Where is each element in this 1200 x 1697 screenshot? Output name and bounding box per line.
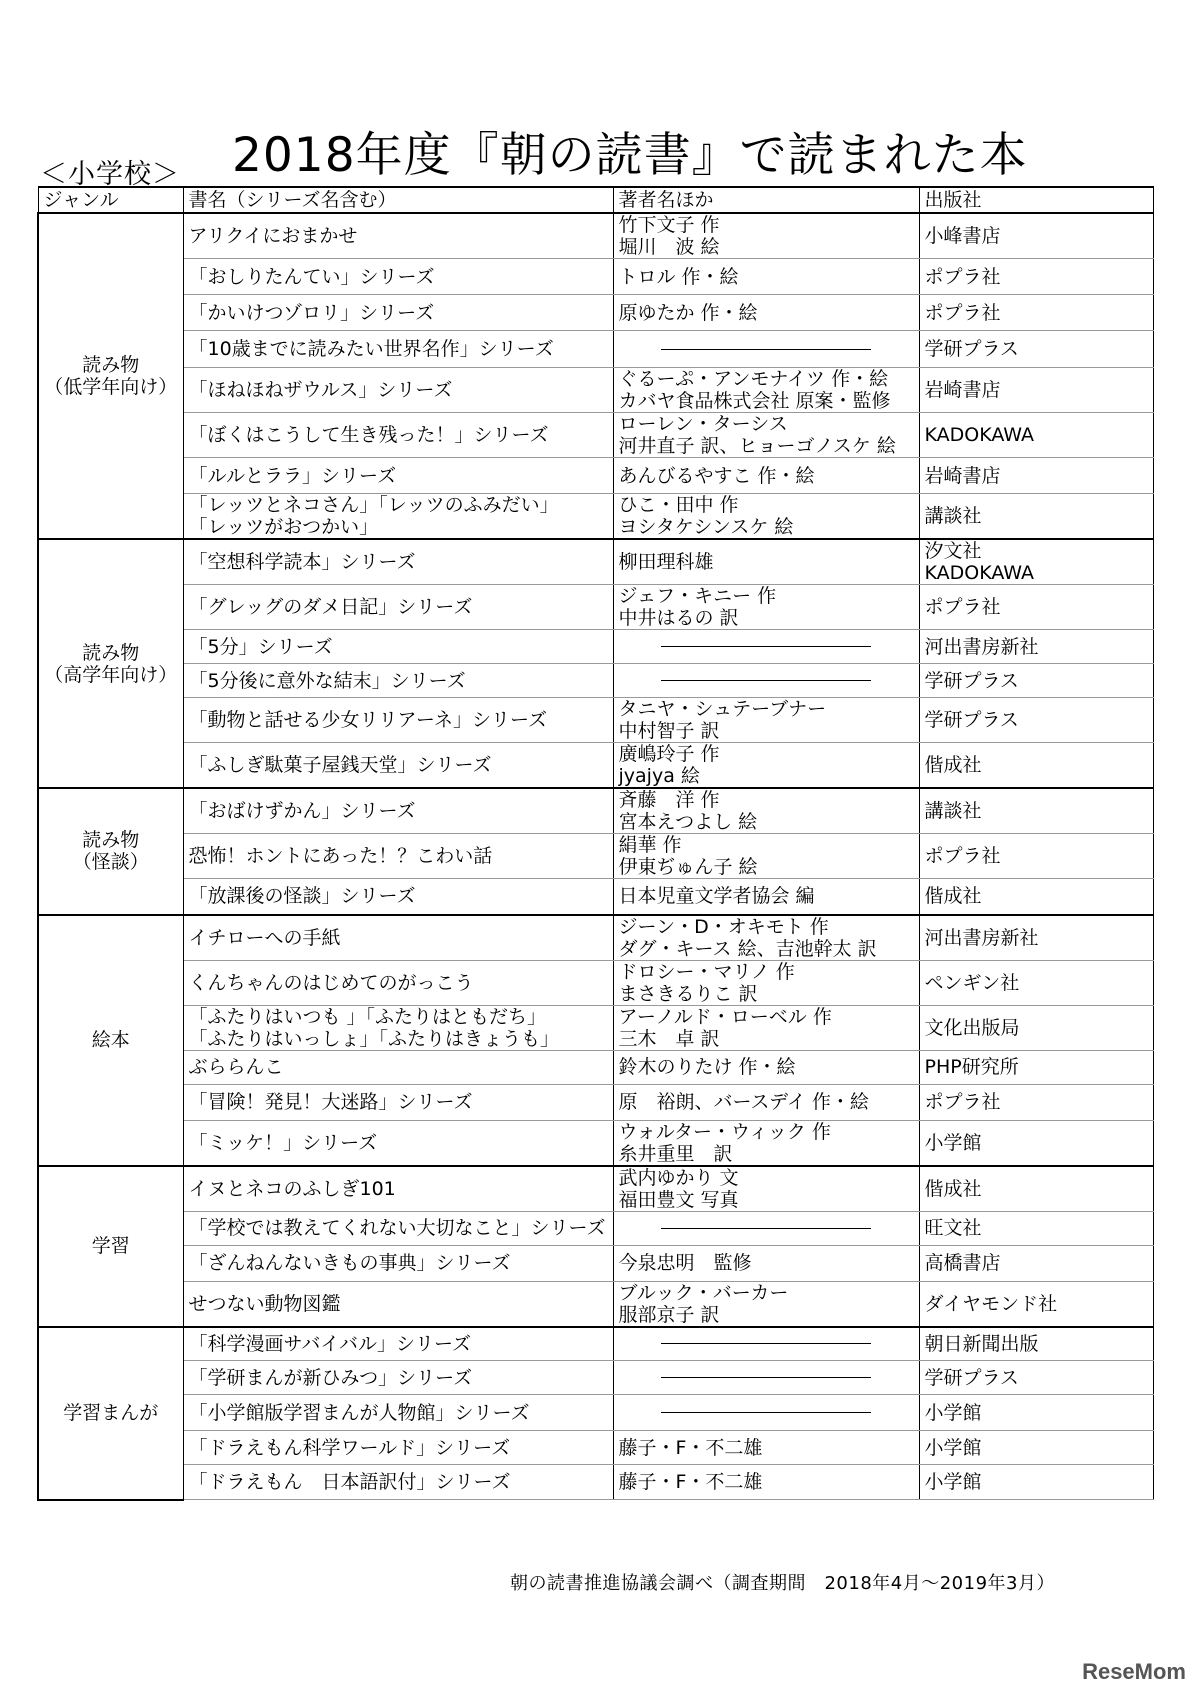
author-cell — [613, 458, 919, 494]
author-name: まさきるりこ 訳 — [618, 982, 758, 1005]
book-title-cell — [183, 1166, 613, 1212]
publisher-cell: 学研プラス — [919, 331, 1153, 368]
book-title-cell — [183, 1050, 613, 1084]
author-cell — [613, 331, 919, 368]
publisher-cell: ポプラ社 — [919, 1084, 1153, 1120]
book-title: 「ルルとララ」シリーズ — [188, 464, 397, 487]
empty-author-dash — [661, 680, 871, 681]
author-cell — [613, 213, 919, 259]
book-title: 「ふしぎ駄菓子屋銭天堂」シリーズ — [188, 754, 492, 776]
author-name: ジェフ・キニー 作 — [618, 585, 777, 607]
column-header-publisher: 出版社 — [919, 187, 1153, 213]
column-header-genre: ジャンル — [38, 187, 183, 213]
genre-cell — [38, 539, 183, 788]
book-title-cell — [183, 413, 613, 458]
author-cell — [613, 295, 919, 331]
table-row — [38, 1211, 1153, 1245]
publisher-cell: 岩崎書店 — [919, 368, 1153, 413]
book-title: 「ざんねんないきもの事典」シリーズ — [188, 1252, 511, 1274]
author-name: 藤子・F・不二雄 — [618, 1436, 763, 1459]
genre-label: 学習 — [91, 1235, 130, 1257]
publisher-cell: 講談社 — [919, 494, 1153, 540]
table-row — [38, 413, 1153, 458]
publisher-cell: 岩崎書店 — [919, 458, 1153, 494]
publisher-cell: ポプラ社 — [919, 834, 1153, 879]
author-name: 中井はるの 訳 — [618, 607, 739, 629]
genre-label: 絵本 — [91, 1029, 130, 1051]
book-title-cell — [183, 1361, 613, 1395]
publisher-cell: 学研プラス — [919, 1361, 1153, 1395]
table-row — [38, 259, 1153, 295]
table-row — [38, 1050, 1153, 1084]
book-title: 恐怖！ホントにあった！？こわい話 — [188, 845, 493, 867]
publisher-cell: 偕成社 — [919, 1166, 1153, 1212]
publisher-cell: ペンギン社 — [919, 960, 1153, 1005]
publisher-cell: 学研プラス — [919, 698, 1153, 743]
author-cell — [613, 1361, 919, 1395]
book-title-cell — [183, 788, 613, 834]
author-name: ローレン・ターシス — [618, 413, 788, 435]
author-name: 竹下文子 作 — [618, 214, 720, 236]
book-title-cell — [183, 585, 613, 630]
publisher-cell: PHP研究所 — [919, 1050, 1153, 1084]
publisher-cell: 河出書房新社 — [919, 915, 1153, 961]
genre-label: （高学年向け） — [44, 663, 178, 686]
book-title: 「5分」シリーズ — [188, 635, 333, 658]
author-name: トロル 作・絵 — [618, 265, 739, 288]
book-title: 「ぼくはこうして生き残った！」シリーズ — [188, 424, 549, 446]
author-name: 宮本えつよし 絵 — [618, 811, 758, 833]
book-title: 「ふたりはいっしょ」「ふたりはきょうも」 — [188, 1027, 560, 1050]
author-name: ドロシー・マリノ 作 — [618, 960, 795, 983]
author-name: jyajya 絵 — [618, 765, 700, 787]
author-name: ぐるーぷ・アンモナイツ 作・絵 — [618, 368, 889, 390]
publisher-cell: 文化出版局 — [919, 1005, 1153, 1050]
table-row — [38, 1361, 1153, 1395]
genre-label: 読み物 — [82, 354, 140, 376]
book-title-cell — [183, 295, 613, 331]
table-row — [38, 213, 1153, 259]
resemom-watermark: ReseMom — [1082, 1659, 1186, 1684]
author-cell — [613, 494, 919, 540]
genre-cell — [38, 1166, 183, 1327]
school-label: ＜小学校＞ — [40, 159, 180, 190]
book-title-cell — [183, 1281, 613, 1327]
book-title: 「学校では教えてくれない大切なこと」シリーズ — [188, 1217, 606, 1239]
genre-label: 学習まんが — [63, 1402, 159, 1424]
author-name: 服部京子 訳 — [618, 1303, 720, 1326]
genre-label: （怪談） — [72, 851, 149, 874]
genre-label: （低学年向け） — [44, 376, 178, 398]
empty-author-dash — [661, 349, 871, 350]
table-row — [38, 879, 1153, 915]
author-name: カバヤ食品株式会社 原案・監修 — [618, 390, 891, 412]
book-title-cell — [183, 915, 613, 961]
book-title: 「ドラえもん科学ワールド」シリーズ — [188, 1436, 511, 1459]
book-title: イヌとネコのふしぎ101 — [188, 1177, 396, 1200]
table-row — [38, 960, 1153, 1005]
book-title: 「レッツとネコさん」「レッツのふみだい」 — [188, 494, 559, 516]
book-title: アリクイにおまかせ — [188, 225, 358, 247]
table-row — [38, 788, 1153, 834]
publisher-cell: 偕成社 — [919, 743, 1153, 789]
book-title-cell — [183, 1120, 613, 1166]
table-row — [38, 1166, 1153, 1212]
author-cell — [613, 630, 919, 664]
table-row — [38, 834, 1153, 879]
author-name: 伊東ぢゅん子 絵 — [618, 856, 758, 878]
book-title-cell — [183, 1211, 613, 1245]
book-title-cell — [183, 1245, 613, 1281]
book-title-cell — [183, 698, 613, 743]
author-name: 藤子・F・不二雄 — [618, 1471, 763, 1493]
genre-cell — [38, 915, 183, 1166]
author-cell — [613, 664, 919, 698]
table-row — [38, 630, 1153, 664]
author-cell — [613, 539, 919, 585]
author-name: 鈴木のりたけ 作・絵 — [618, 1056, 796, 1078]
author-name: 柳田理科雄 — [618, 551, 714, 573]
book-title-cell — [183, 458, 613, 494]
genre-cell — [38, 213, 183, 539]
book-title-cell — [183, 1395, 613, 1431]
empty-author-dash — [661, 1377, 871, 1378]
author-name: 斉藤 洋 作 — [618, 789, 720, 811]
table-row — [38, 1431, 1153, 1465]
book-title-cell — [183, 1084, 613, 1120]
empty-author-dash — [661, 1412, 871, 1413]
table-row — [38, 1327, 1153, 1361]
author-cell — [613, 368, 919, 413]
author-cell — [613, 1166, 919, 1212]
author-name: ウォルター・ウィック 作 — [618, 1120, 831, 1143]
publisher-cell: ポプラ社 — [919, 585, 1153, 630]
author-cell — [613, 1120, 919, 1166]
table-row — [38, 295, 1153, 331]
author-name: タニヤ・シュテーブナー — [618, 698, 827, 720]
author-name: アーノルド・ローベル 作 — [618, 1005, 832, 1028]
column-header-author: 著者名ほか — [613, 187, 919, 213]
author-name: 原 裕朗、バースデイ 作・絵 — [618, 1091, 869, 1113]
book-title-cell — [183, 259, 613, 295]
author-cell — [613, 1005, 919, 1050]
publisher-cell: ポプラ社 — [919, 295, 1153, 331]
book-title-cell — [183, 879, 613, 915]
author-cell — [613, 879, 919, 915]
publisher-cell: 旺文社 — [919, 1211, 1153, 1245]
author-name: あんびるやすこ 作・絵 — [618, 464, 815, 487]
book-title-cell — [183, 1005, 613, 1050]
book-title-cell — [183, 494, 613, 540]
book-title-cell — [183, 960, 613, 1005]
book-title-cell — [183, 539, 613, 585]
publisher-cell: ダイヤモンド社 — [919, 1281, 1153, 1327]
author-name: 絹華 作 — [618, 834, 682, 856]
book-title: 「おしりたんてい」シリーズ — [188, 265, 435, 288]
author-cell — [613, 1084, 919, 1120]
table-row — [38, 331, 1153, 368]
publisher-cell: 小学館 — [919, 1120, 1153, 1166]
publisher-cell: 汐文社 KADOKAWA — [919, 539, 1153, 585]
author-cell — [613, 834, 919, 879]
book-title-cell — [183, 1465, 613, 1500]
author-name: ひこ・田中 作 — [618, 494, 739, 516]
table-row — [38, 585, 1153, 630]
table-header-row — [38, 187, 1153, 213]
table-row — [38, 1005, 1153, 1050]
author-cell — [613, 1327, 919, 1361]
genre-cell — [38, 1327, 183, 1500]
book-title: 「ほねほねザウルス」シリーズ — [188, 379, 453, 401]
publisher-cell: 小峰書店 — [919, 213, 1153, 259]
table-row — [38, 698, 1153, 743]
table-row — [38, 664, 1153, 698]
author-name: 福田豊文 写真 — [618, 1188, 739, 1211]
author-cell — [613, 915, 919, 961]
book-title: 「おばけずかん」シリーズ — [188, 800, 416, 822]
book-title: せつない動物図鑑 — [188, 1292, 341, 1315]
table-row — [38, 743, 1153, 789]
table-row — [38, 1120, 1153, 1166]
publisher-cell: KADOKAWA — [919, 413, 1153, 458]
author-cell — [613, 413, 919, 458]
author-cell — [613, 1395, 919, 1431]
author-name: ダグ・キース 絵、吉池幹太 訳 — [618, 937, 877, 960]
publisher-cell: 小学館 — [919, 1465, 1153, 1500]
book-title: 「5分後に意外な結末」シリーズ — [188, 669, 466, 692]
table-row — [38, 368, 1153, 413]
book-list-table — [37, 186, 1154, 1501]
author-name: 糸井重里 訳 — [618, 1142, 733, 1165]
author-cell — [613, 1465, 919, 1500]
book-title-cell — [183, 368, 613, 413]
author-name: 河井直子 訳、ヒョーゴノスケ 絵 — [618, 435, 896, 457]
author-cell — [613, 1050, 919, 1084]
author-name: ジーン・D・オキモト 作 — [618, 915, 829, 938]
author-cell — [613, 1211, 919, 1245]
genre-cell — [38, 788, 183, 915]
book-title: 「グレッグのダメ日記」シリーズ — [188, 596, 473, 618]
author-cell — [613, 1281, 919, 1327]
author-name: ブルック・バーカー — [618, 1281, 789, 1304]
publisher-cell: 河出書房新社 — [919, 630, 1153, 664]
book-title: 「小学館版学習まんが人物館」シリーズ — [188, 1401, 530, 1424]
empty-author-dash — [661, 1228, 871, 1229]
table-row — [38, 1245, 1153, 1281]
author-cell — [613, 743, 919, 789]
book-title-cell — [183, 630, 613, 664]
book-title-cell — [183, 1431, 613, 1465]
book-title: 「ふたりはいつも 」「ふたりはともだち」 — [188, 1005, 547, 1028]
book-title-cell — [183, 1327, 613, 1361]
table-row — [38, 1465, 1153, 1500]
table-row — [38, 1084, 1153, 1120]
book-title: 「かいけつゾロリ」シリーズ — [188, 301, 435, 324]
table-row — [38, 458, 1153, 494]
author-cell — [613, 1245, 919, 1281]
book-title: 「科学漫画サバイバル」シリーズ — [188, 1332, 472, 1355]
table-row — [38, 1395, 1153, 1431]
book-title: 「動物と話せる少女リリアーネ」シリーズ — [188, 709, 548, 731]
book-title: 「ミッケ！」シリーズ — [188, 1131, 378, 1154]
publisher-cell: 朝日新聞出版 — [919, 1327, 1153, 1361]
table-row — [38, 539, 1153, 585]
book-title-cell — [183, 834, 613, 879]
author-name: 中村智子 訳 — [618, 720, 720, 742]
author-cell — [613, 259, 919, 295]
author-name: 武内ゆかり 文 — [618, 1166, 739, 1189]
table-row — [38, 1281, 1153, 1327]
genre-label: 読み物 — [82, 641, 140, 664]
table-row — [38, 494, 1153, 540]
publisher-cell: 高橋書店 — [919, 1245, 1153, 1281]
book-title: 「放課後の怪談」シリーズ — [188, 885, 416, 908]
author-cell — [613, 698, 919, 743]
book-title: イチローへの手紙 — [188, 926, 341, 949]
publisher-cell: 小学館 — [919, 1431, 1153, 1465]
author-name: 三木 卓 訳 — [618, 1027, 720, 1050]
author-cell — [613, 585, 919, 630]
author-name: 日本児童文学者協会 編 — [618, 885, 815, 908]
author-name: 廣嶋玲子 作 — [618, 743, 720, 765]
book-title: 「冒険！発見！大迷路」シリーズ — [188, 1091, 473, 1113]
page-title: 2018年度『朝の読書』で読まれた本 — [232, 128, 1028, 183]
author-cell — [613, 960, 919, 1005]
book-title-cell — [183, 331, 613, 368]
book-title: 「ドラえもん 日本語訳付」シリーズ — [188, 1471, 511, 1493]
author-name: ヨシタケシンスケ 絵 — [618, 516, 794, 538]
book-title: 「レッツがおつかい」 — [188, 516, 379, 538]
book-title-cell — [183, 213, 613, 259]
book-title: 「学研まんが新ひみつ」シリーズ — [188, 1366, 473, 1389]
table-row — [38, 915, 1153, 961]
book-title-cell — [183, 664, 613, 698]
book-title: ぶららんこ — [188, 1056, 284, 1078]
column-header-title: 書名（シリーズ名含む） — [183, 187, 613, 213]
book-title: くんちゃんのはじめてのがっこう — [188, 971, 474, 994]
author-cell — [613, 788, 919, 834]
author-name: 原ゆたか 作・絵 — [618, 301, 758, 324]
publisher-cell: 小学館 — [919, 1395, 1153, 1431]
empty-author-dash — [661, 1343, 871, 1344]
book-title-cell — [183, 743, 613, 789]
empty-author-dash — [661, 646, 871, 647]
genre-label: 読み物 — [82, 829, 140, 852]
publisher-cell: 偕成社 — [919, 879, 1153, 915]
book-title: 「10歳までに読みたい世界名作」シリーズ — [188, 338, 554, 360]
author-name: 堀川 波 絵 — [618, 236, 720, 258]
book-title: 「空想科学読本」シリーズ — [188, 551, 416, 573]
survey-source-note: 朝の読書推進協議会調べ（調査期間 2018年4月～2019年3月） — [509, 1573, 1055, 1594]
publisher-cell: ポプラ社 — [919, 259, 1153, 295]
publisher-cell: 講談社 — [919, 788, 1153, 834]
publisher-cell: 学研プラス — [919, 664, 1153, 698]
author-cell — [613, 1431, 919, 1465]
author-name: 今泉忠明 監修 — [618, 1252, 752, 1274]
